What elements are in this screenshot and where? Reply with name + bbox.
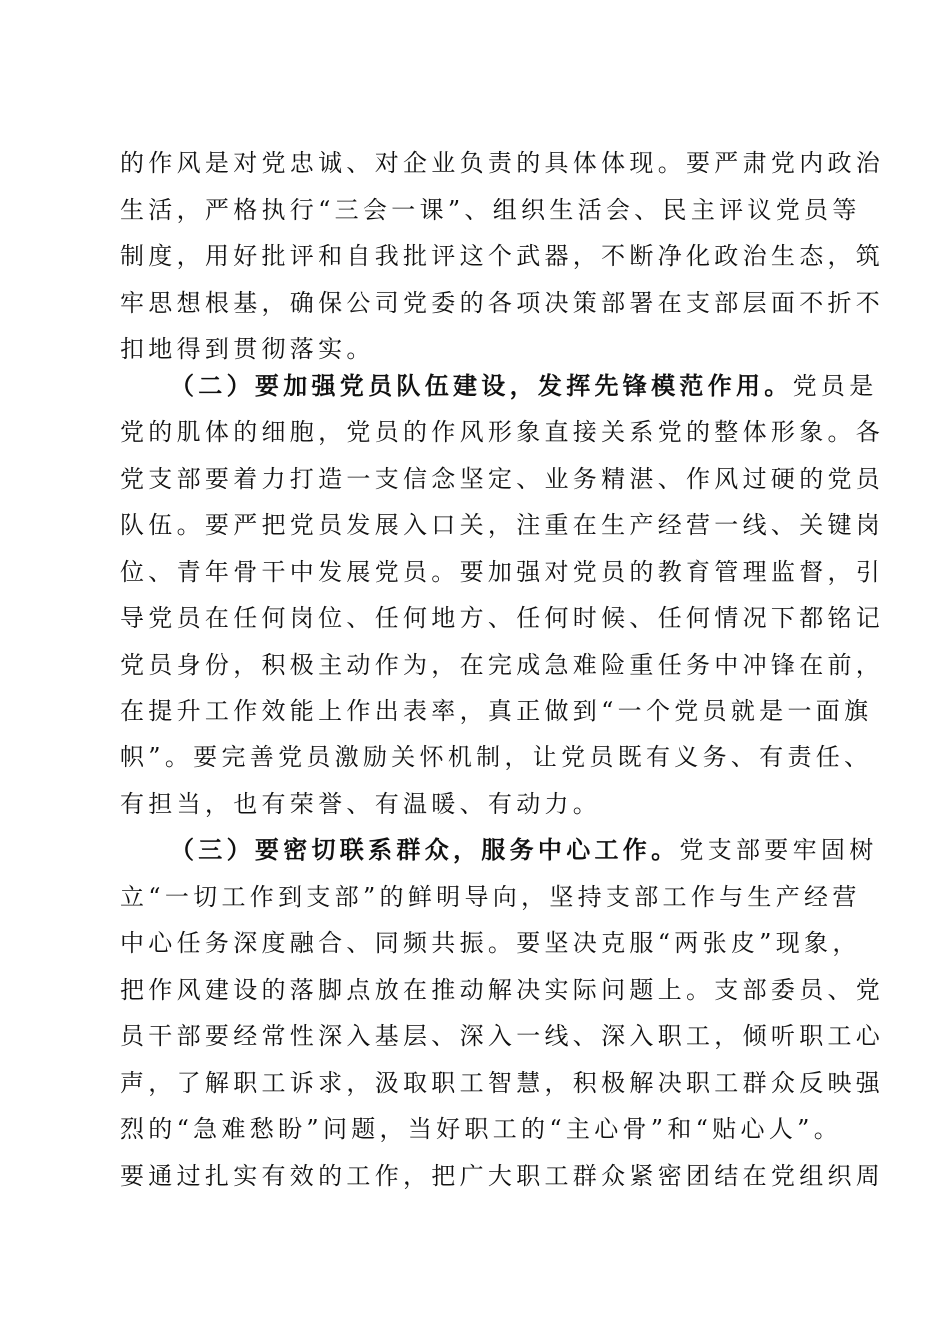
text-line: 导党员在任何岗位、任何地方、任何时候、任何情况下都铭记 (120, 604, 885, 632)
text-span: 党支部要牢固树 (679, 836, 878, 864)
text-line: 帜”。要完善党员激励关怀机制，让党员既有义务、有责任、 (120, 743, 873, 771)
text-line: 有担当，也有荣誉、有温暖、有动力。 (120, 790, 602, 818)
paragraph-heading-line (170, 366, 878, 406)
text-line: 把作风建设的落脚点放在推动解决实际问题上。支部委员、党 (120, 976, 885, 1004)
text-line: 烈的“急难愁盼”问题，当好职工的“主心骨”和“贴心人”。 (120, 1115, 843, 1143)
text-line: 声，了解职工诉求，汲取职工智慧，积极解决职工群众反映强 (120, 1069, 885, 1097)
text-line: 中心任务深度融合、同频共振。要坚决克服“两张皮”现象， (120, 929, 861, 957)
text-line: 队伍。要严把党员发展入口关，注重在生产经营一线、关键岗 (120, 511, 885, 539)
text-line: 党的肌体的细胞，党员的作风形象直接关系党的整体形象。各 (120, 418, 885, 446)
text-line: 制度，用好批评和自我批评这个武器，不断净化政治生态，筑 (120, 242, 885, 270)
text-line: 党支部要着力打造一支信念坚定、业务精湛、作风过硬的党员 (120, 465, 885, 493)
text-line: 牢思想根基，确保公司党委的各项决策部署在支部层面不折不 (120, 289, 885, 317)
paragraph-heading-line (170, 830, 878, 870)
section-heading: （三）要密切联系群众，服务中心工作。 (170, 835, 680, 864)
text-span: 党员是 (792, 372, 878, 400)
text-line: 在提升工作效能上作出表率，真正做到“一个党员就是一面旗 (120, 697, 873, 725)
text-line: 的作风是对党忠诚、对企业负责的具体体现。要严肃党内政治 (120, 149, 885, 177)
text-line: 生活，严格执行“三会一课”、组织生活会、民主评议党员等 (120, 196, 861, 224)
text-line: 位、青年骨干中发展党员。要加强对党员的教育管理监督，引 (120, 558, 885, 586)
section-heading: （二）要加强党员队伍建设，发挥先锋模范作用。 (170, 371, 793, 400)
text-line: 扣地得到贯彻落实。 (120, 335, 375, 363)
text-line: 要通过扎实有效的工作，把广大职工群众紧密团结在党组织周 (120, 1162, 885, 1190)
text-line: 立“一切工作到支部”的鲜明导向，坚持支部工作与生产经营 (120, 883, 861, 911)
text-line: 党员身份，积极主动作为，在完成急难险重任务中冲锋在前， (120, 651, 885, 679)
text-line: 员干部要经常性深入基层、深入一线、深入职工，倾听职工心 (120, 1022, 885, 1050)
